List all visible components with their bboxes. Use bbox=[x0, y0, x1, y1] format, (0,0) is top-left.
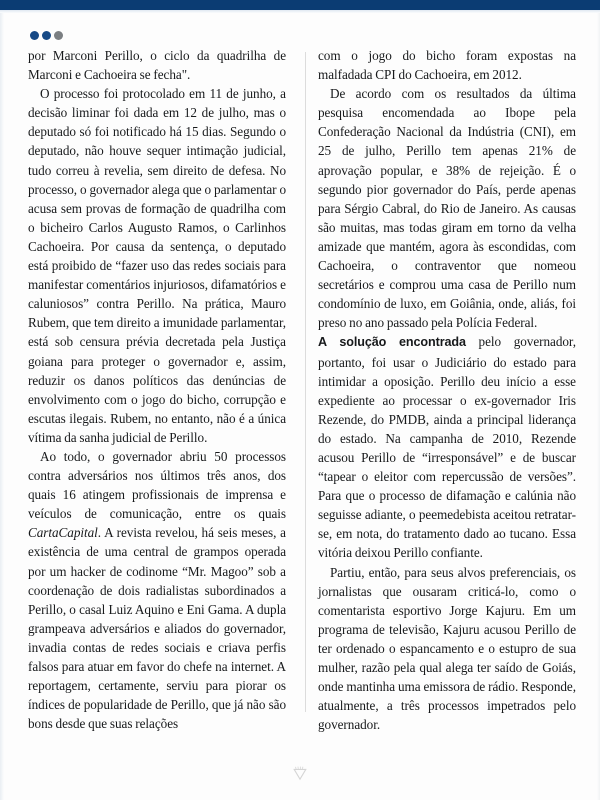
section-dot-1 bbox=[30, 31, 39, 40]
top-accent-bar bbox=[0, 0, 600, 10]
section-dot-3 bbox=[54, 31, 63, 40]
page-left-edge bbox=[0, 13, 4, 800]
paragraph-body-text: pelo governador, portanto, foi usar o Judiciário do estado para intimidar a oposição. Perillo deu início a esse expediente ao processar o ex-governador Iris Rezende, do PMDB, ainda a principal liderança do estado. Na campanha de 2010, Rezende acusou Perillo de “irresponsável” e de buscar “tapear o eleitor com repercussão de versões”. Para que o processo de difamação e calúnia não seguisse adiante, o peemedebista aceitou retratar-se, em nota, do tratamento dado ao tucano. Essa vitória deixou Perillo confiante. bbox=[318, 334, 576, 561]
paragraph-lead-in: A solução encontrada bbox=[318, 335, 466, 350]
article-columns bbox=[28, 46, 576, 756]
right-column bbox=[300, 46, 576, 756]
section-dots bbox=[30, 31, 63, 40]
paragraph-judiciary-solution bbox=[318, 332, 576, 562]
paragraph-lawsuit-count bbox=[28, 447, 286, 733]
paragraph-ibope-poll: De acordo com os resultados da última pesquisa encomendada ao Ibope pela Confederação Nacional da Indústria (CNI), em 25 de julho, Perillo tem apenas 21% de aprovação popular, e 38% de rejeição. É o segundo pior governador do País, perde apenas para Sérgio Cabral, do Rio de Janeiro. As causas são muitas, mas todas giram em torno da velha amizade que mantém, agora às escondidas, com Cachoeira, o contraventor que nomeou secretários e comprou uma casa de Perillo num condomínio de luxo, em Goiânia, onde, aliás, foi preso no ano passado pela Polícia Federal. bbox=[318, 86, 576, 331]
section-dot-2 bbox=[42, 31, 51, 40]
paragraph-text-after-italic: . A revista revelou, há seis meses, a existência de uma central de grampos operada por um hacker de codinome “Mr. Magoo” sob a coordenação de dois radialistas subordinados a Perillo, o casal Luiz Aquino e Eni Gama. A dupla grampeava adversários e aliados do governador, invadia contas de redes sociais e criava perfis falsos para atuar em favor do chefe na internet. A reportagem, certamente, serviu para piorar os índices de popularidade de Perillo, que já não são bons desde que suas relações bbox=[28, 525, 286, 732]
paragraph-process-timeline: O processo foi protocolado em 11 de junho, a decisão liminar foi dada em 12 de julho, mas o deputado só foi notificado há 15 dias. Segundo o deputado, não houve sequer intimação judicial, tudo correu à revelia, sem direito de defesa. No processo, o governador alega que o parlamentar o acusa sem provas de formação de quadrilha com o bicheiro Carlos Augusto Ramos, o Carlinhos Cachoeira. Por causa da sentença, o deputado está proibido de “fazer uso das redes sociais para manifestar comentários injuriosos, difamatórios e caluniosos” contra Perillo. Na prática, Mauro Rubem, que tem direito a imunidade parlamentar, está sob censura prévia decretada pela Justiça goiana para proteger o governador e, assim, reduzir os danos políticos das denúncias de envolvimento com o jogo do bicho, corrupção e escutas ilegais. Rubem, no entanto, não é a única vítima da sanha judicial de Perillo. bbox=[28, 86, 286, 445]
publication-title-cartacapital: CartaCapital bbox=[28, 525, 98, 541]
left-column bbox=[28, 46, 300, 756]
paragraph-journalists-targets: Partiu, então, para seus alvos preferenciais, os jornalistas que ousaram criticá-lo, como o comentarista esportivo Jorge Kajuru. Em um programa de televisão, Kajuru acusou Perillo de ter ordenado o espancamento e o estupro de sua mulher, razão pela qual alega ter saído de Goiás, onde mantinha uma emissora de rádio. Responde, atualmente, a três processos impetrados pelo governador. bbox=[318, 564, 576, 733]
paragraph-continuation: por Marconi Perillo, o ciclo da quadrilha de Marconi e Cachoeira se fecha". bbox=[28, 48, 286, 83]
page-folio-mark bbox=[291, 766, 309, 782]
top-bar-shadow bbox=[0, 10, 600, 13]
paragraph-text-before-italic: Ao todo, o governador abriu 50 processos contra adversários nos últimos três anos, dos quais 16 atingem profissionais de imprensa e veículos de comunicação, entre os quais bbox=[28, 448, 286, 522]
paragraph-cpi-cachoeira: com o jogo do bicho foram expostas na malfadada CPI do Cachoeira, em 2012. bbox=[318, 48, 576, 83]
